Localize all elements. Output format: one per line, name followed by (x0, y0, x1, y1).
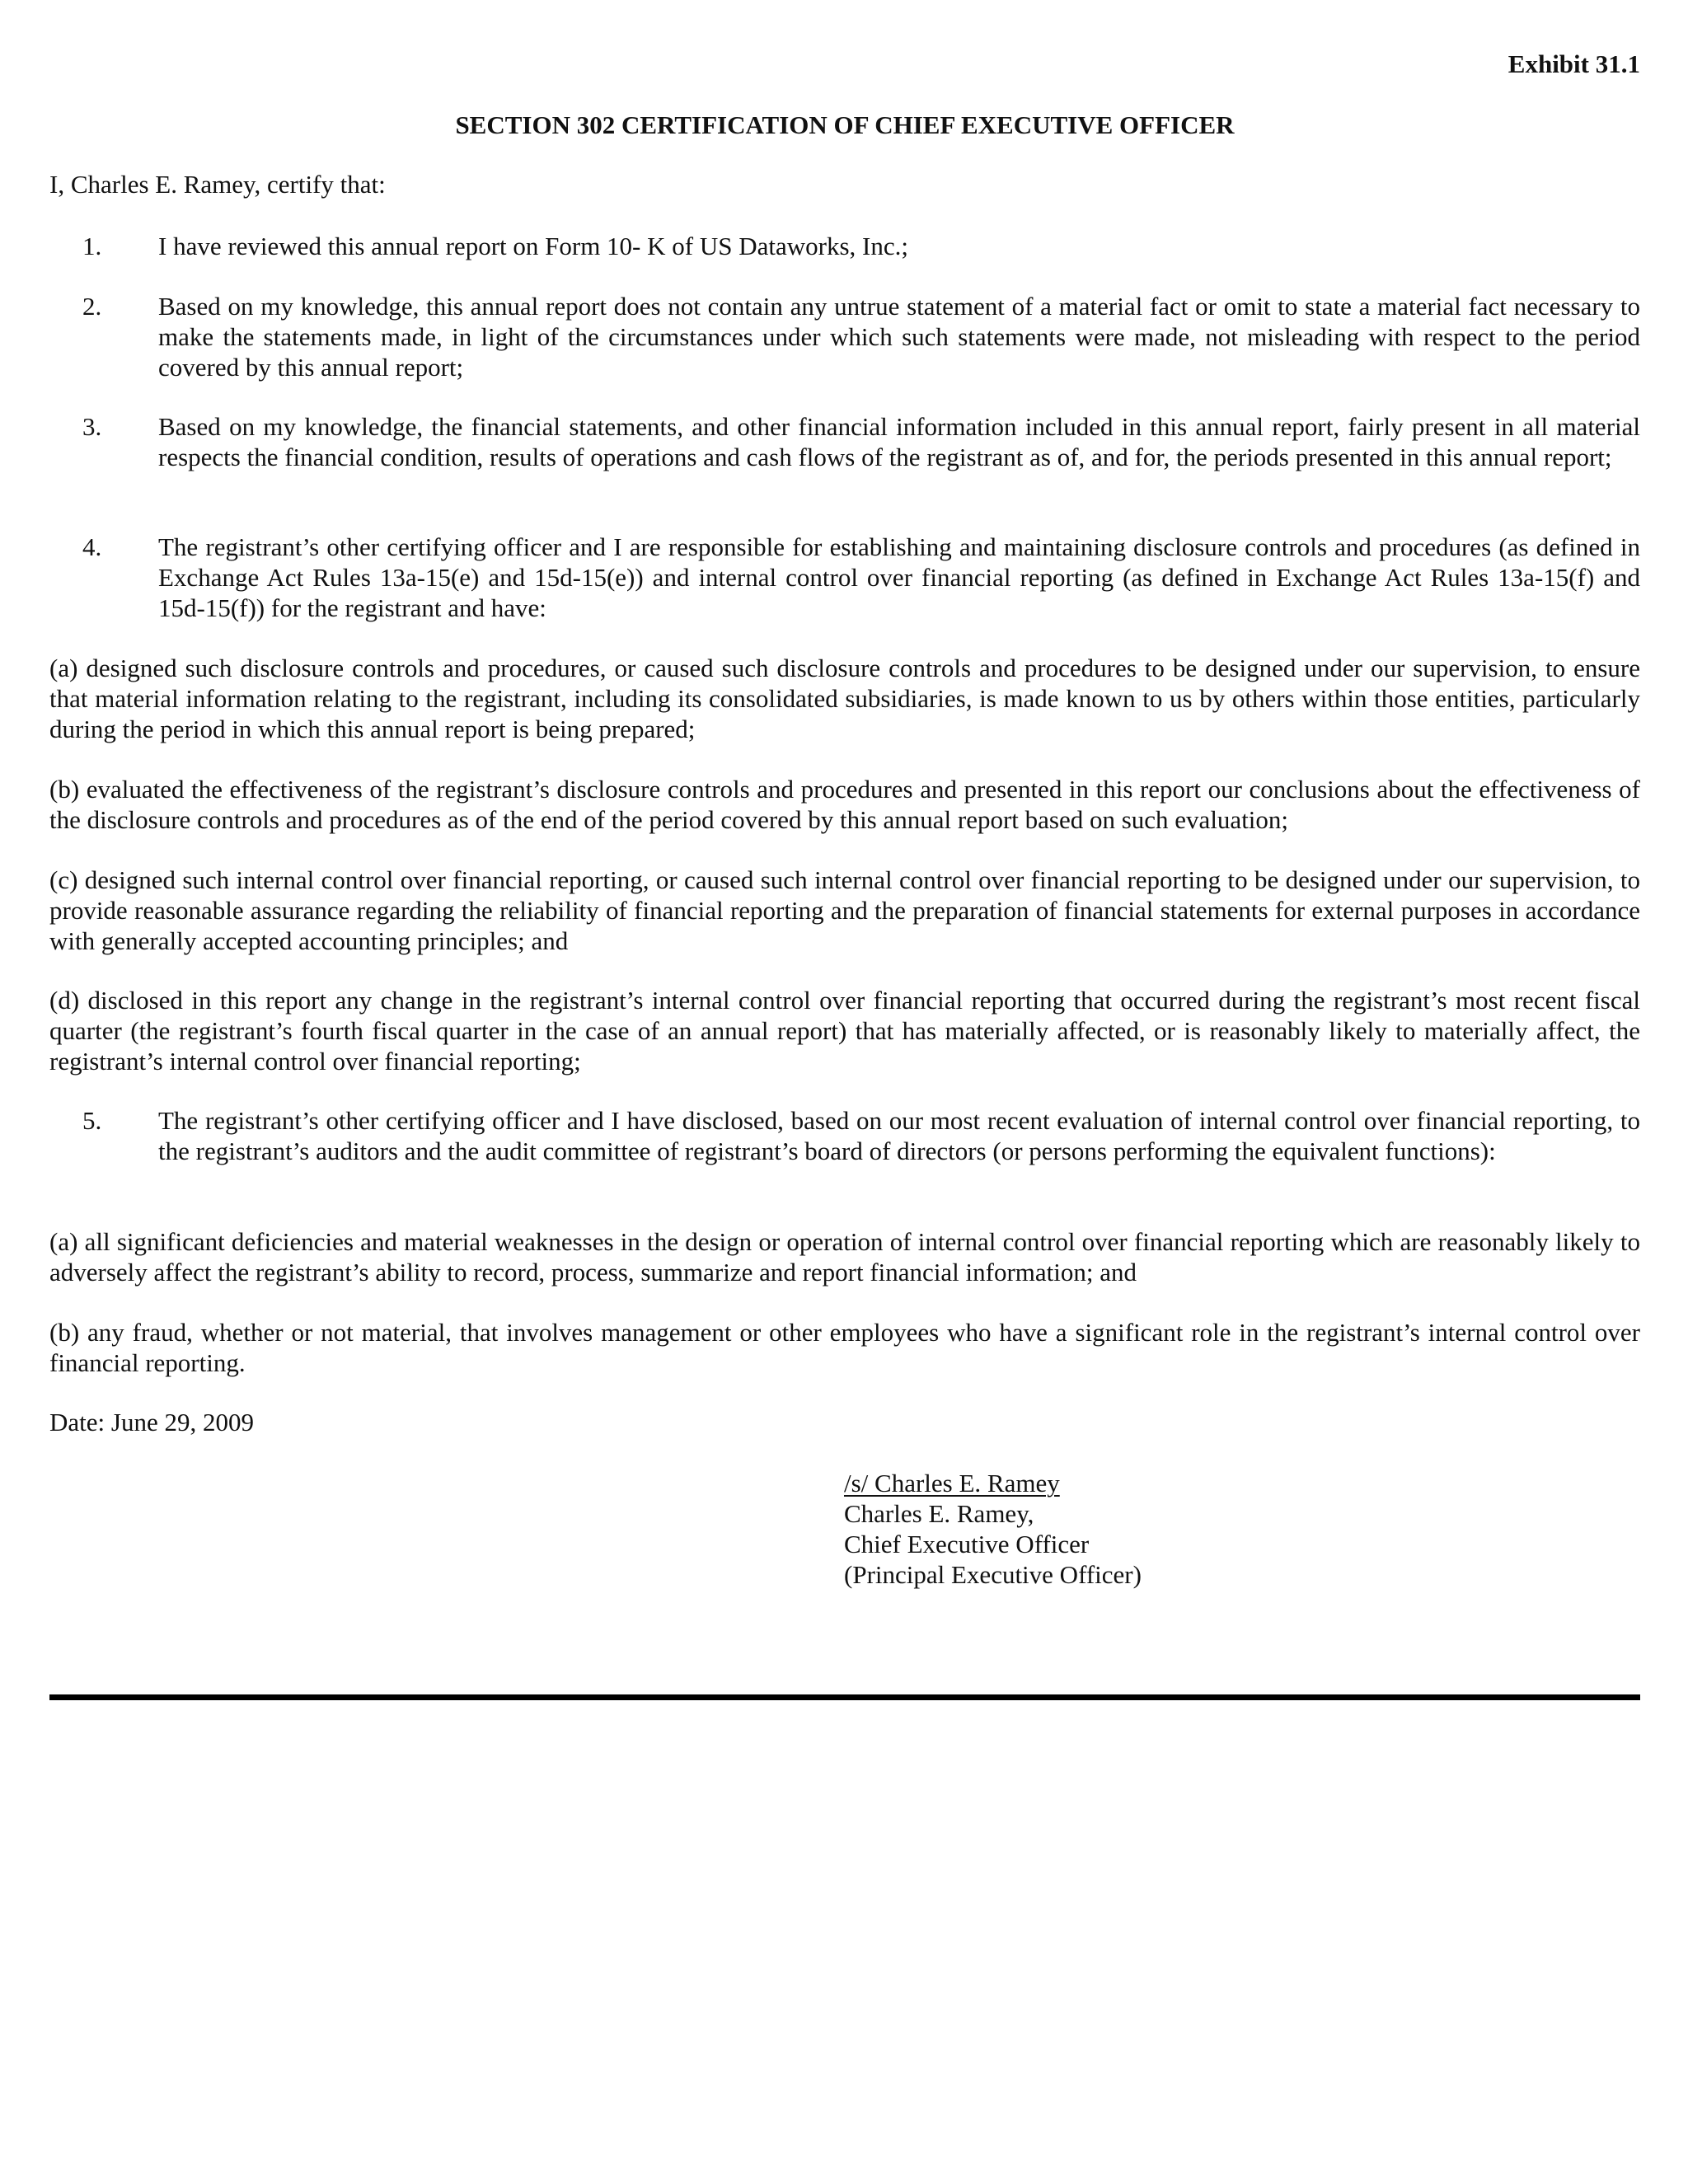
signature-line: /s/ Charles E. Ramey (844, 1469, 1060, 1497)
list-item-5 (49, 1105, 1640, 1166)
list-item-text: The registrant’s other certifying officer and I are responsible for establishing and maintaining disclosure controls and procedures (as defined in Exchange Act Rules 13a-15(e) and 15d-15(e)) and internal control over financial reporting (as defined in Exchange Act Rules 13a-15(f) and 15d-15(f)) for the registrant and have: (158, 532, 1640, 622)
sub-paragraph-5a: (a) all significant deficiencies and material weaknesses in the design or operation of internal control over financial reporting which are reasonably likely to adversely affect the registrant’s ability to record, process, summarize and report financial information; and (49, 1227, 1640, 1286)
sub-paragraph-5b: (b) any fraud, whether or not material, that involves management or other employees who have a significant role in the registrant’s internal control over financial reporting. (49, 1318, 1640, 1377)
signer-subtitle: (Principal Executive Officer) (844, 1560, 1142, 1589)
sub-paragraph-4a: (a) designed such disclosure controls and procedures, or caused such disclosure controls and procedures to be designed under our supervision, to ensure that material information relating to the registrant, including its consolidated subsidiaries, is made known to us by others within those entities, particularly during the period in which this annual report is being prepared; (49, 654, 1640, 743)
signer-name: Charles E. Ramey, (844, 1499, 1034, 1528)
list-item-number: 1. (82, 232, 102, 260)
list-item-4 (49, 532, 1640, 623)
list-item-1 (49, 231, 1640, 261)
signer-title: Chief Executive Officer (844, 1530, 1090, 1558)
list-item-text: I have reviewed this annual report on Form 10- K of US Dataworks, Inc.; (158, 232, 908, 260)
list-item-number: 3. (82, 412, 102, 441)
page-divider-rule (49, 1694, 1640, 1700)
sub-paragraph-4d: (d) disclosed in this report any change in the registrant’s internal control over financial reporting that occurred during the registrant’s most recent fiscal quarter (the registrant’s fourth fiscal quarter in the case of an annual report) that has materially affected, or is reasonably likely to materially affect, the registrant’s internal control over financial reporting; (49, 986, 1640, 1076)
list-item-2 (49, 291, 1640, 382)
intro-paragraph: I, Charles E. Ramey, certify that: (49, 170, 386, 199)
list-item-number: 4. (82, 532, 102, 561)
list-item-3 (49, 411, 1640, 472)
list-item-number: 2. (82, 292, 102, 321)
sub-paragraph-4b: (b) evaluated the effectiveness of the registrant’s disclosure controls and procedures and presented in this report our conclusions about the effectiveness of the disclosure controls and procedures as of the end of the period covered by this annual report based on such evaluation; (49, 775, 1640, 834)
list-item-text: The registrant’s other certifying officer and I have disclosed, based on our most recent evaluation of internal control over financial reporting, to the registrant’s auditors and the audit committee of registrant’s board of directors (or persons performing the equivalent functions): (158, 1106, 1640, 1165)
document-title: SECTION 302 CERTIFICATION OF CHIEF EXECUTIVE OFFICER (455, 110, 1235, 139)
list-item-text: Based on my knowledge, this annual report does not contain any untrue statement of a material fact or omit to state a material fact necessary to make the statements made, in light of the circumstances under which such statements were made, not misleading with respect to the period covered by this annual report; (158, 292, 1640, 382)
sub-paragraph-4c: (c) designed such internal control over financial reporting, or caused such internal control over financial reporting to be designed under our supervision, to provide reasonable assurance regarding the reliability of financial reporting and the preparation of financial statements for external purposes in accordance with generally accepted accounting principles; and (49, 865, 1640, 955)
list-item-text: Based on my knowledge, the financial statements, and other financial information included in this annual report, fairly present in all material respects the financial condition, results of operations and cash flows of the registrant as of, and for, the periods presented in this annual report; (158, 412, 1640, 471)
signature-block (844, 1468, 1142, 1590)
list-item-number: 5. (82, 1106, 102, 1135)
exhibit-label: Exhibit 31.1 (1507, 49, 1640, 78)
date-line: Date: June 29, 2009 (49, 1408, 254, 1436)
